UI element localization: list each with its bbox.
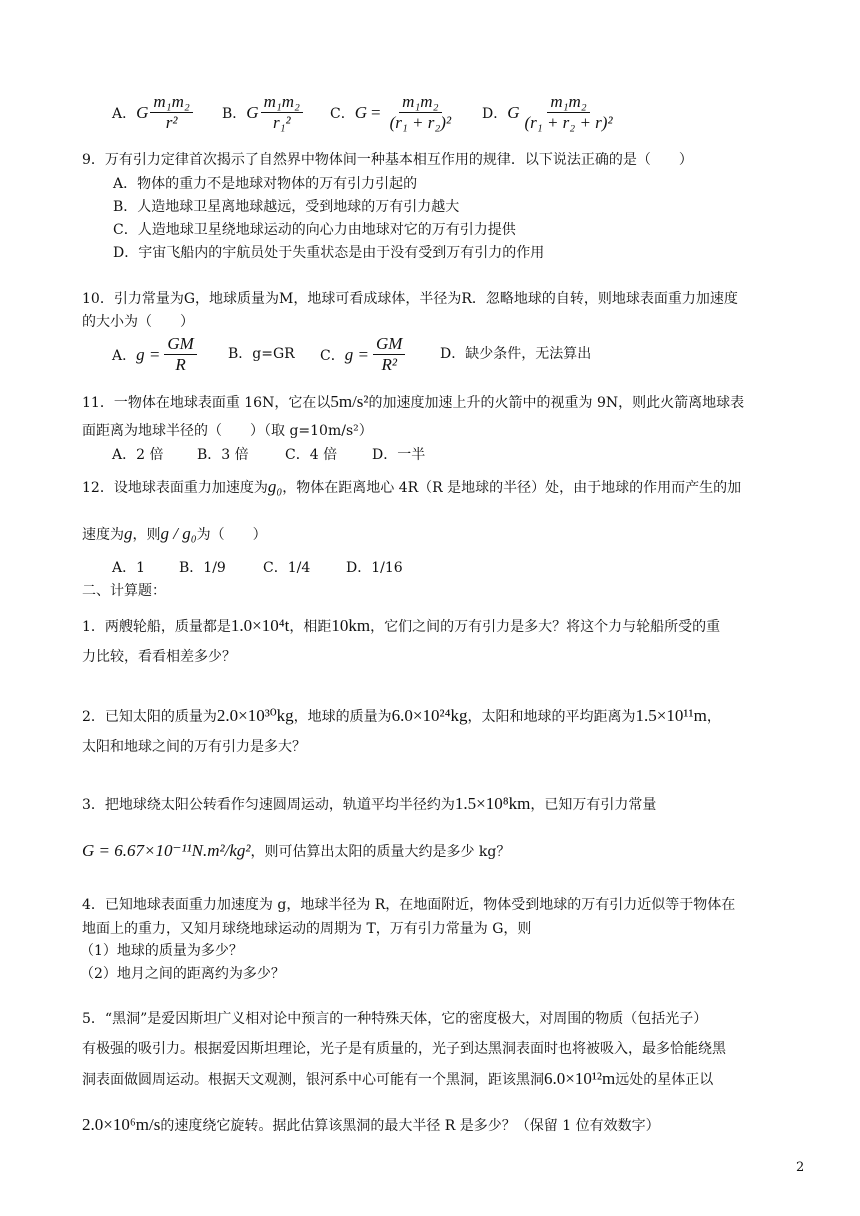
- calc2-line2: 太阳和地球之间的万有引力是多大？: [82, 739, 306, 755]
- calc5-speed: 2.0×10⁶m/s: [82, 1115, 161, 1134]
- calc5-line1: 5．“黑洞”是爱因斯坦广义相对论中预言的一种特殊天体，它的密度极大，对周围的物质（包括光子）: [82, 1011, 708, 1027]
- q10-option-a: A． g = $\frac{GM}{R}$: [112, 334, 199, 375]
- q9-option-b: B．人造地球卫星离地球越远，受到地球的万有引力越大: [113, 199, 460, 215]
- q10-c-fraction: $\frac{GM}{\text{R²}}$: [373, 334, 405, 375]
- q10-option-c: C． g = $\frac{GM}{\text{R²}}$: [320, 334, 407, 375]
- q12-option-a: A．1: [112, 560, 146, 576]
- q10-a-fraction: $\frac{GM}{R}$: [164, 334, 196, 375]
- q8-option-b: B． G $\frac{\text{m₁m₂}}{\text{r₁²}}$: [222, 92, 305, 133]
- calc5-distance: 6.0×10¹²m: [544, 1069, 616, 1088]
- q10-option-d: D．缺少条件，无法算出: [440, 346, 592, 362]
- q11-option-d: D．一半: [372, 447, 426, 463]
- q8-option-a: A． G $\frac{\text{m₁m₂}}{\text{r²}}$: [112, 92, 195, 133]
- q8-b-fraction: $\frac{\text{m₁m₂}}{\text{r₁²}}$: [261, 92, 303, 133]
- q12-line1: 12．设地球表面重力加速度为g₀，物体在距离地心 4R（R 是地球的半径）处，由于地球的作用而产生的加: [82, 477, 742, 496]
- calc1-line1: 1．两艘轮船，质量都是1.0×10⁴t，相距10km，它们之间的万有引力是多大？将这个力与轮船所受的重: [82, 616, 721, 635]
- q8-d-fraction: $\frac{\text{m₁m₂}}{\text{(r₁ + r₂ + r)²}}$: [524, 92, 613, 132]
- q12-ratio: g / g₀: [160, 524, 197, 543]
- calc2-earth-mass: 6.0×10²⁴kg: [391, 706, 468, 725]
- q11-acceleration: 5m/s²: [330, 392, 369, 411]
- q8-c-fraction: $\frac{\text{m₁m₂}}{\text{(r₁ + r₂)²}}$: [389, 92, 452, 132]
- calc1-mass: 1.0×10⁴t: [230, 616, 290, 635]
- q11-option-c: C．4 倍: [285, 447, 338, 463]
- calc4-sub1: （1）地球的质量为多少？: [80, 943, 243, 959]
- q9-option-a: A．物体的重力不是地球对物体的万有引力引起的: [113, 176, 418, 192]
- q12-line2: 速度为g，则g / g₀为（ ）: [82, 524, 267, 543]
- q12-option-c: C．1/4: [263, 560, 311, 576]
- q12-g0: g₀: [267, 477, 283, 496]
- q9-option-c: C．人造地球卫星绕地球运动的向心力由地球对它的万有引力提供: [113, 222, 516, 238]
- q10-stem-line2: 的大小为（ ）: [82, 314, 194, 330]
- calc5-line4: 2.0×10⁶m/s的速度绕它旋转。据此估算该黑洞的最大半径 R 是多少？（保留 1 位有效数字）: [82, 1115, 660, 1134]
- calc2-line1: 2．已知太阳的质量为2.0×10³⁰kg，地球的质量为6.0×10²⁴kg，太阳和地球的平均距离为1.5×10¹¹m，: [82, 706, 721, 725]
- q10-option-b: B．g=GR: [228, 346, 295, 362]
- calc2-sun-mass: 2.0×10³⁰kg: [216, 706, 294, 725]
- calc5-line3: 洞表面做圆周运动。根据天文观测，银河系中心可能有一个黑洞，距该黑洞6.0×10¹²m远处的星体正以: [82, 1069, 714, 1088]
- section-heading-calculation: 二、计算题：: [82, 583, 166, 599]
- q9-option-d: D．宇宙飞船内的宇航员处于失重状态是由于没有受到万有引力的作用: [113, 245, 545, 261]
- q12-option-b: B．1/9: [179, 560, 226, 576]
- page-number: 2: [796, 1160, 805, 1175]
- calc3-gravitational-constant: G = 6.67×10⁻¹¹N.m²/kg²: [82, 841, 251, 860]
- calc3-radius: 1.5×10⁸km: [454, 794, 531, 813]
- q11-line2: 面距离为地球半径的（ ）（取 g=10m/s²）: [82, 423, 373, 439]
- calc2-distance: 1.5×10¹¹m: [635, 706, 707, 725]
- calc4-sub2: （2）地月之间的距离约为多少？: [80, 966, 285, 982]
- q9-stem: 9．万有引力定律首次揭示了自然界中物体间一种基本相互作用的规律．以下说法正确的是（ ）: [82, 152, 693, 168]
- calc3-line1: 3．把地球绕太阳公转看作匀速圆周运动，轨道平均半径约为1.5×10⁸km，已知万有引力常量: [82, 794, 657, 813]
- q12-option-d: D．1/16: [346, 560, 403, 576]
- calc4-line1: 4．已知地球表面重力加速度为 g，地球半径为 R，在地面附近，物体受到地球的万有引力近似等于物体在: [82, 897, 736, 913]
- calc4-line2: 地面上的重力，又知月球绕地球运动的周期为 T，万有引力常量为 G，则: [82, 921, 532, 937]
- q8-option-d: D． G $\frac{\text{m₁m₂}}{\text{(r₁ + r₂ + r)²}}$: [482, 92, 618, 133]
- calc1-distance: 10km: [331, 616, 371, 635]
- q11-line1: 11．一物体在地球表面重 16N，它在以5m/s²的加速度加速上升的火箭中的视重为 9N，则此火箭离地球表: [82, 392, 745, 411]
- q11-option-a: A．2 倍: [112, 447, 164, 463]
- q8-a-fraction: $\frac{\text{m₁m₂}}{\text{r²}}$: [150, 92, 192, 133]
- calc3-line2: G = 6.67×10⁻¹¹N.m²/kg²，则可估算出太阳的质量大约是多少 kg？: [82, 841, 511, 860]
- q10-stem-line1: 10．引力常量为G，地球质量为M，地球可看成球体，半径为R．忽略地球的自转，则地球表面重力加速度: [82, 291, 738, 307]
- calc5-line2: 有极强的吸引力。根据爱因斯坦理论，光子是有质量的，光子到达黑洞表面时也将被吸入，最多恰能绕黑: [82, 1041, 726, 1057]
- q11-option-b: B．3 倍: [197, 447, 249, 463]
- calc1-line2: 力比较，看看相差多少？: [82, 649, 236, 665]
- q8-option-c: C． G = $\frac{\text{m₁m₂}}{\text{(r₁ + r₂)²}}$: [330, 92, 456, 133]
